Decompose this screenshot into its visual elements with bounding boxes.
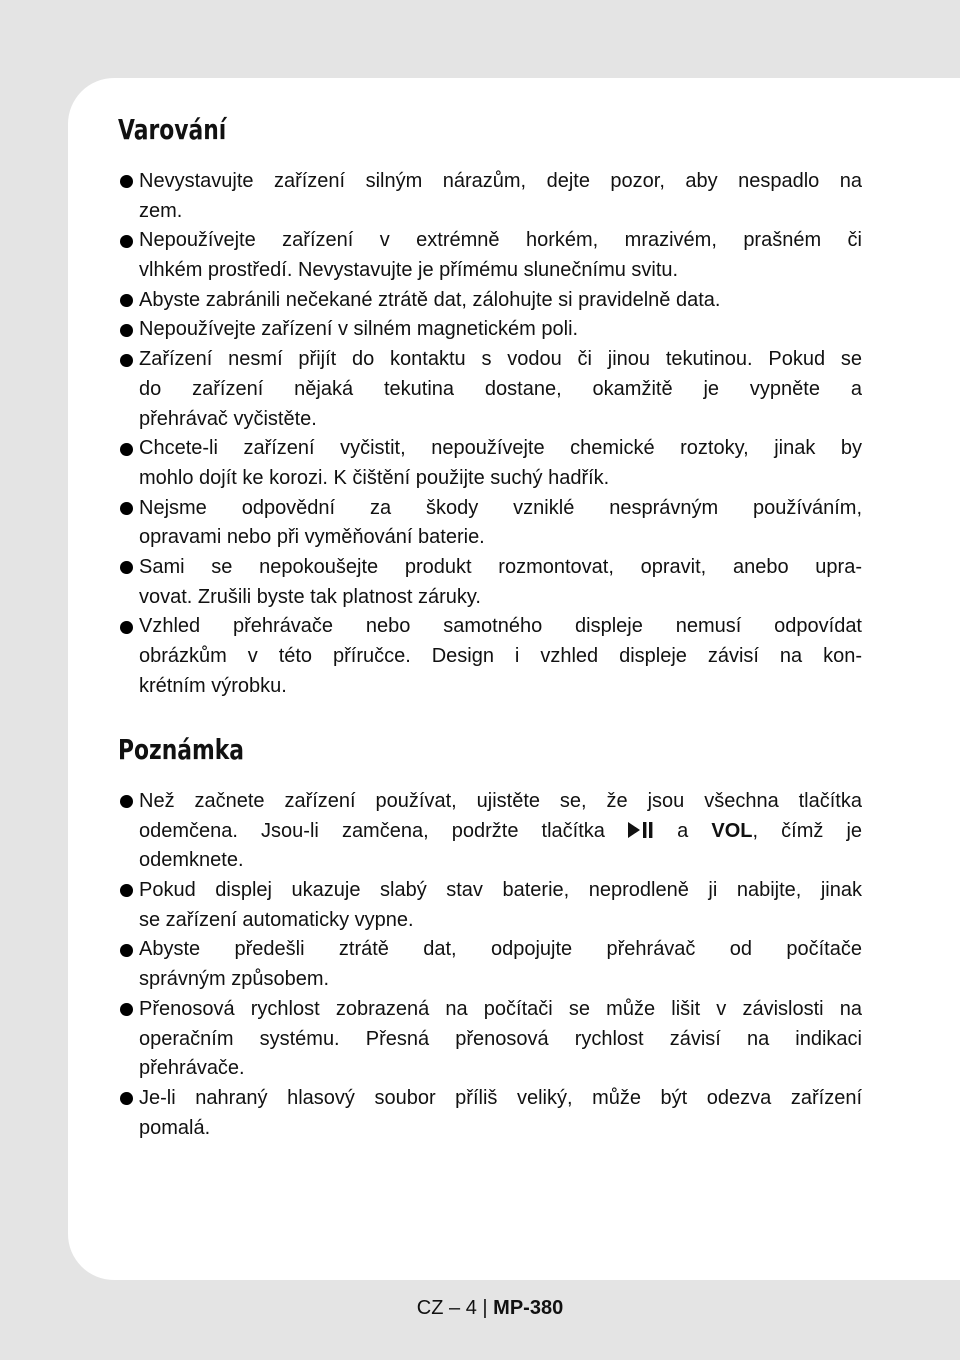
- text-line: zem.: [139, 199, 183, 222]
- text-line: Zařízení nesmí přijít do kontaktu s vodou či jinou tekutinou. Pokud se: [139, 348, 862, 371]
- text-line: mohlo dojít ke korozi. K čištění použijte suchý hadřík.: [139, 466, 610, 489]
- text-line: odemknete.: [139, 849, 244, 872]
- bullet-dot-icon: [120, 944, 133, 957]
- text-line: Je-li nahraný hlasový soubor příliš veliký, může být odezva zařízení: [139, 1086, 862, 1109]
- bullet-dot-icon: [120, 324, 133, 337]
- bullet-item: [139, 995, 862, 1084]
- bullet-item: [139, 1084, 862, 1143]
- warning-heading: Varování: [118, 113, 227, 146]
- text-line: přehrávače.: [139, 1057, 245, 1080]
- text-line: [139, 817, 862, 847]
- page-footer: [330, 1294, 650, 1322]
- page-number: CZ – 4: [416, 1297, 477, 1319]
- footer-separator: |: [482, 1297, 488, 1319]
- text-line: Pokud displej ukazuje slabý stav baterie, neprodleně ji nabijte, jinak: [139, 879, 862, 902]
- text-line: do zařízení nějaká tekutina dostane, okamžitě je vypněte a: [139, 377, 862, 400]
- text-line: Vzhled přehrávače nebo samotného displeje nemusí odpovídat: [139, 615, 862, 638]
- note-list: [139, 787, 862, 1143]
- text-line: vovat. Zrušili byste tak platnost záruky.: [139, 585, 481, 608]
- note-heading: Poznámka: [118, 733, 245, 766]
- bullet-item: [139, 553, 862, 612]
- bullet-item: [139, 226, 862, 285]
- text-line: Chcete-li zařízení vyčistit, nepoužívejte chemické roztoky, jinak by: [139, 437, 862, 460]
- bullet-dot-icon: [120, 235, 133, 248]
- text-line: Než začnete zařízení používat, ujistěte se, že jsou všechna tlačítka: [139, 790, 862, 812]
- text-line: pomalá.: [139, 1116, 211, 1139]
- model-name: MP-380: [493, 1297, 564, 1319]
- bullet-item: [139, 434, 862, 493]
- text-line: Sami se nepokoušejte produkt rozmontovat, opravit, anebo upra-: [139, 555, 862, 578]
- bullet-item: [139, 787, 862, 876]
- bullet-item: [139, 612, 862, 701]
- text-line: Nevystavujte zařízení silným nárazům, dejte pozor, aby nespadlo na: [139, 170, 862, 192]
- text-segment: , čímž je: [752, 819, 863, 842]
- bullet-item: [139, 315, 862, 345]
- vol-key-label: VOL: [711, 819, 753, 842]
- text-line: Abyste zabránili nečekané ztrátě dat, zálohujte si pravidelně data.: [139, 288, 721, 311]
- play-pause-icon: [628, 822, 654, 838]
- bullet-item: [139, 167, 862, 226]
- text-segment: a: [677, 819, 689, 842]
- text-segment: odemčena. Jsou-li zamčena, podržte tlačítka: [139, 819, 605, 842]
- bullet-item: [139, 286, 862, 316]
- bullet-dot-icon: [120, 443, 133, 456]
- text-line: přehrávač vyčistěte.: [139, 407, 317, 430]
- bullet-item: [139, 935, 862, 994]
- bullet-item: [139, 494, 862, 553]
- text-line: obrázkům v této příručce. Design i vzhled displeje závisí na kon-: [139, 645, 862, 667]
- bullet-dot-icon: [120, 354, 133, 367]
- text-line: Abyste předešli ztrátě dat, odpojujte přehrávač od počítače: [139, 938, 862, 961]
- text-line: operačním systému. Přesná přenosová rychlost závisí na indikaci: [139, 1027, 862, 1050]
- bullet-item: [139, 345, 862, 434]
- text-line: Přenosová rychlost zobrazená na počítači se může lišit v závislosti na: [139, 997, 862, 1020]
- text-line: Nejsme odpovědní za škody vzniklé nesprávným používáním,: [139, 496, 862, 519]
- bullet-dot-icon: [120, 502, 133, 515]
- bullet-item: [139, 876, 862, 935]
- text-line: Nepoužívejte zařízení v extrémně horkém, mrazivém, prašném či: [139, 229, 862, 252]
- bullet-dot-icon: [120, 621, 133, 634]
- text-line: správným způsobem.: [139, 968, 330, 991]
- text-line: Nepoužívejte zařízení v silném magnetickém poli.: [139, 318, 579, 341]
- text-line: krétním výrobku.: [139, 674, 287, 697]
- text-line: opravami nebo při vyměňování baterie.: [139, 526, 485, 549]
- text-line: se zařízení automaticky vypne.: [139, 908, 414, 931]
- warning-list: [139, 167, 862, 701]
- text-line: vlhkém prostředí. Nevystavujte je přímému slunečnímu svitu.: [139, 259, 679, 282]
